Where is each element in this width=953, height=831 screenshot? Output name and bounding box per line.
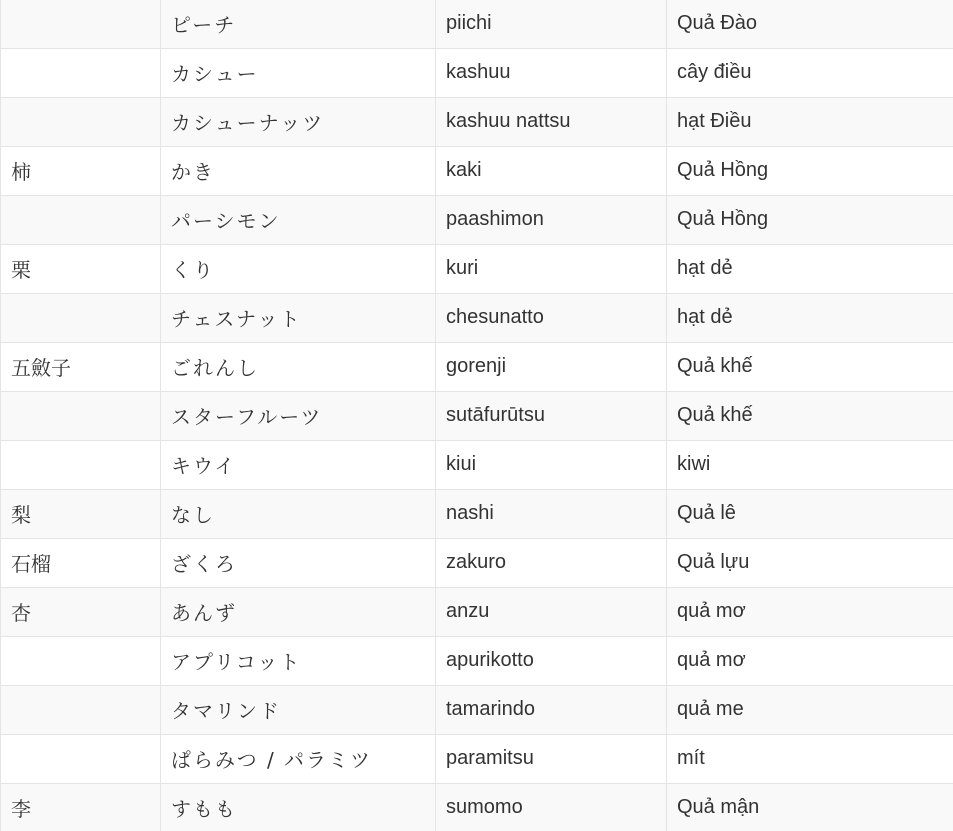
kanji-cell: 柿 — [1, 146, 161, 195]
kana-cell: ざくろ — [161, 538, 436, 587]
kanji-cell — [1, 636, 161, 685]
kanji-cell — [1, 195, 161, 244]
kana-cell: キウイ — [161, 440, 436, 489]
romaji-cell: gorenji — [436, 342, 667, 391]
table-row — [1, 489, 953, 538]
kanji-cell — [1, 293, 161, 342]
table-row — [1, 636, 953, 685]
romaji-cell: anzu — [436, 587, 667, 636]
kana-cell: パーシモン — [161, 195, 436, 244]
vietnamese-cell: hạt dẻ — [667, 244, 953, 293]
kana-cell: ぱらみつ / パラミツ — [161, 734, 436, 783]
romaji-cell: piichi — [436, 0, 667, 48]
vietnamese-cell: Quả Hồng — [667, 146, 953, 195]
romaji-cell: zakuro — [436, 538, 667, 587]
kana-cell: あんず — [161, 587, 436, 636]
kanji-cell: 杏 — [1, 587, 161, 636]
vietnamese-cell: Quả khế — [667, 391, 953, 440]
vietnamese-cell: mít — [667, 734, 953, 783]
table-row — [1, 391, 953, 440]
table-row — [1, 538, 953, 587]
romaji-cell: tamarindo — [436, 685, 667, 734]
romaji-cell: apurikotto — [436, 636, 667, 685]
vietnamese-cell: Quả lựu — [667, 538, 953, 587]
kana-cell: くり — [161, 244, 436, 293]
kanji-cell: 梨 — [1, 489, 161, 538]
kanji-cell — [1, 734, 161, 783]
romaji-cell: kashuu — [436, 48, 667, 97]
kana-cell: タマリンド — [161, 685, 436, 734]
romaji-cell: nashi — [436, 489, 667, 538]
romaji-cell: sutāfurūtsu — [436, 391, 667, 440]
romaji-cell: kaki — [436, 146, 667, 195]
kana-cell: すもも — [161, 783, 436, 831]
vietnamese-cell: hạt Điều — [667, 97, 953, 146]
kanji-cell — [1, 685, 161, 734]
romaji-cell: kuri — [436, 244, 667, 293]
table-row — [1, 244, 953, 293]
kana-cell: なし — [161, 489, 436, 538]
kana-cell: アプリコット — [161, 636, 436, 685]
kana-cell: ピーチ — [161, 0, 436, 48]
kanji-cell: 栗 — [1, 244, 161, 293]
kana-cell: カシューナッツ — [161, 97, 436, 146]
table-row — [1, 146, 953, 195]
kanji-cell — [1, 0, 161, 48]
kana-cell: スターフルーツ — [161, 391, 436, 440]
vietnamese-cell: quả me — [667, 685, 953, 734]
kanji-cell: 石榴 — [1, 538, 161, 587]
kanji-cell: 五斂子 — [1, 342, 161, 391]
vietnamese-cell: quả mơ — [667, 587, 953, 636]
table-row — [1, 97, 953, 146]
table-body — [1, 0, 953, 831]
table-row — [1, 48, 953, 97]
vietnamese-cell: Quả Đào — [667, 0, 953, 48]
kana-cell: ごれんし — [161, 342, 436, 391]
kana-cell: チェスナット — [161, 293, 436, 342]
vietnamese-cell: Quả Hồng — [667, 195, 953, 244]
romaji-cell: kiui — [436, 440, 667, 489]
vietnamese-cell: quả mơ — [667, 636, 953, 685]
kanji-cell — [1, 440, 161, 489]
vietnamese-cell: Quả khế — [667, 342, 953, 391]
kanji-cell — [1, 391, 161, 440]
vietnamese-cell: cây điều — [667, 48, 953, 97]
vietnamese-cell: hạt dẻ — [667, 293, 953, 342]
romaji-cell: kashuu nattsu — [436, 97, 667, 146]
table-row — [1, 195, 953, 244]
vietnamese-cell: kiwi — [667, 440, 953, 489]
kana-cell: かき — [161, 146, 436, 195]
kanji-cell — [1, 97, 161, 146]
vietnamese-cell: Quả lê — [667, 489, 953, 538]
table-row — [1, 440, 953, 489]
table-row — [1, 342, 953, 391]
romaji-cell: paramitsu — [436, 734, 667, 783]
romaji-cell: sumomo — [436, 783, 667, 831]
kanji-cell — [1, 48, 161, 97]
kanji-cell: 李 — [1, 783, 161, 831]
romaji-cell: paashimon — [436, 195, 667, 244]
kana-cell: カシュー — [161, 48, 436, 97]
table-row — [1, 783, 953, 831]
romaji-cell: chesunatto — [436, 293, 667, 342]
table-row — [1, 734, 953, 783]
table-row — [1, 0, 953, 48]
table-row — [1, 587, 953, 636]
table-row — [1, 685, 953, 734]
table-row — [1, 293, 953, 342]
vietnamese-cell: Quả mận — [667, 783, 953, 831]
